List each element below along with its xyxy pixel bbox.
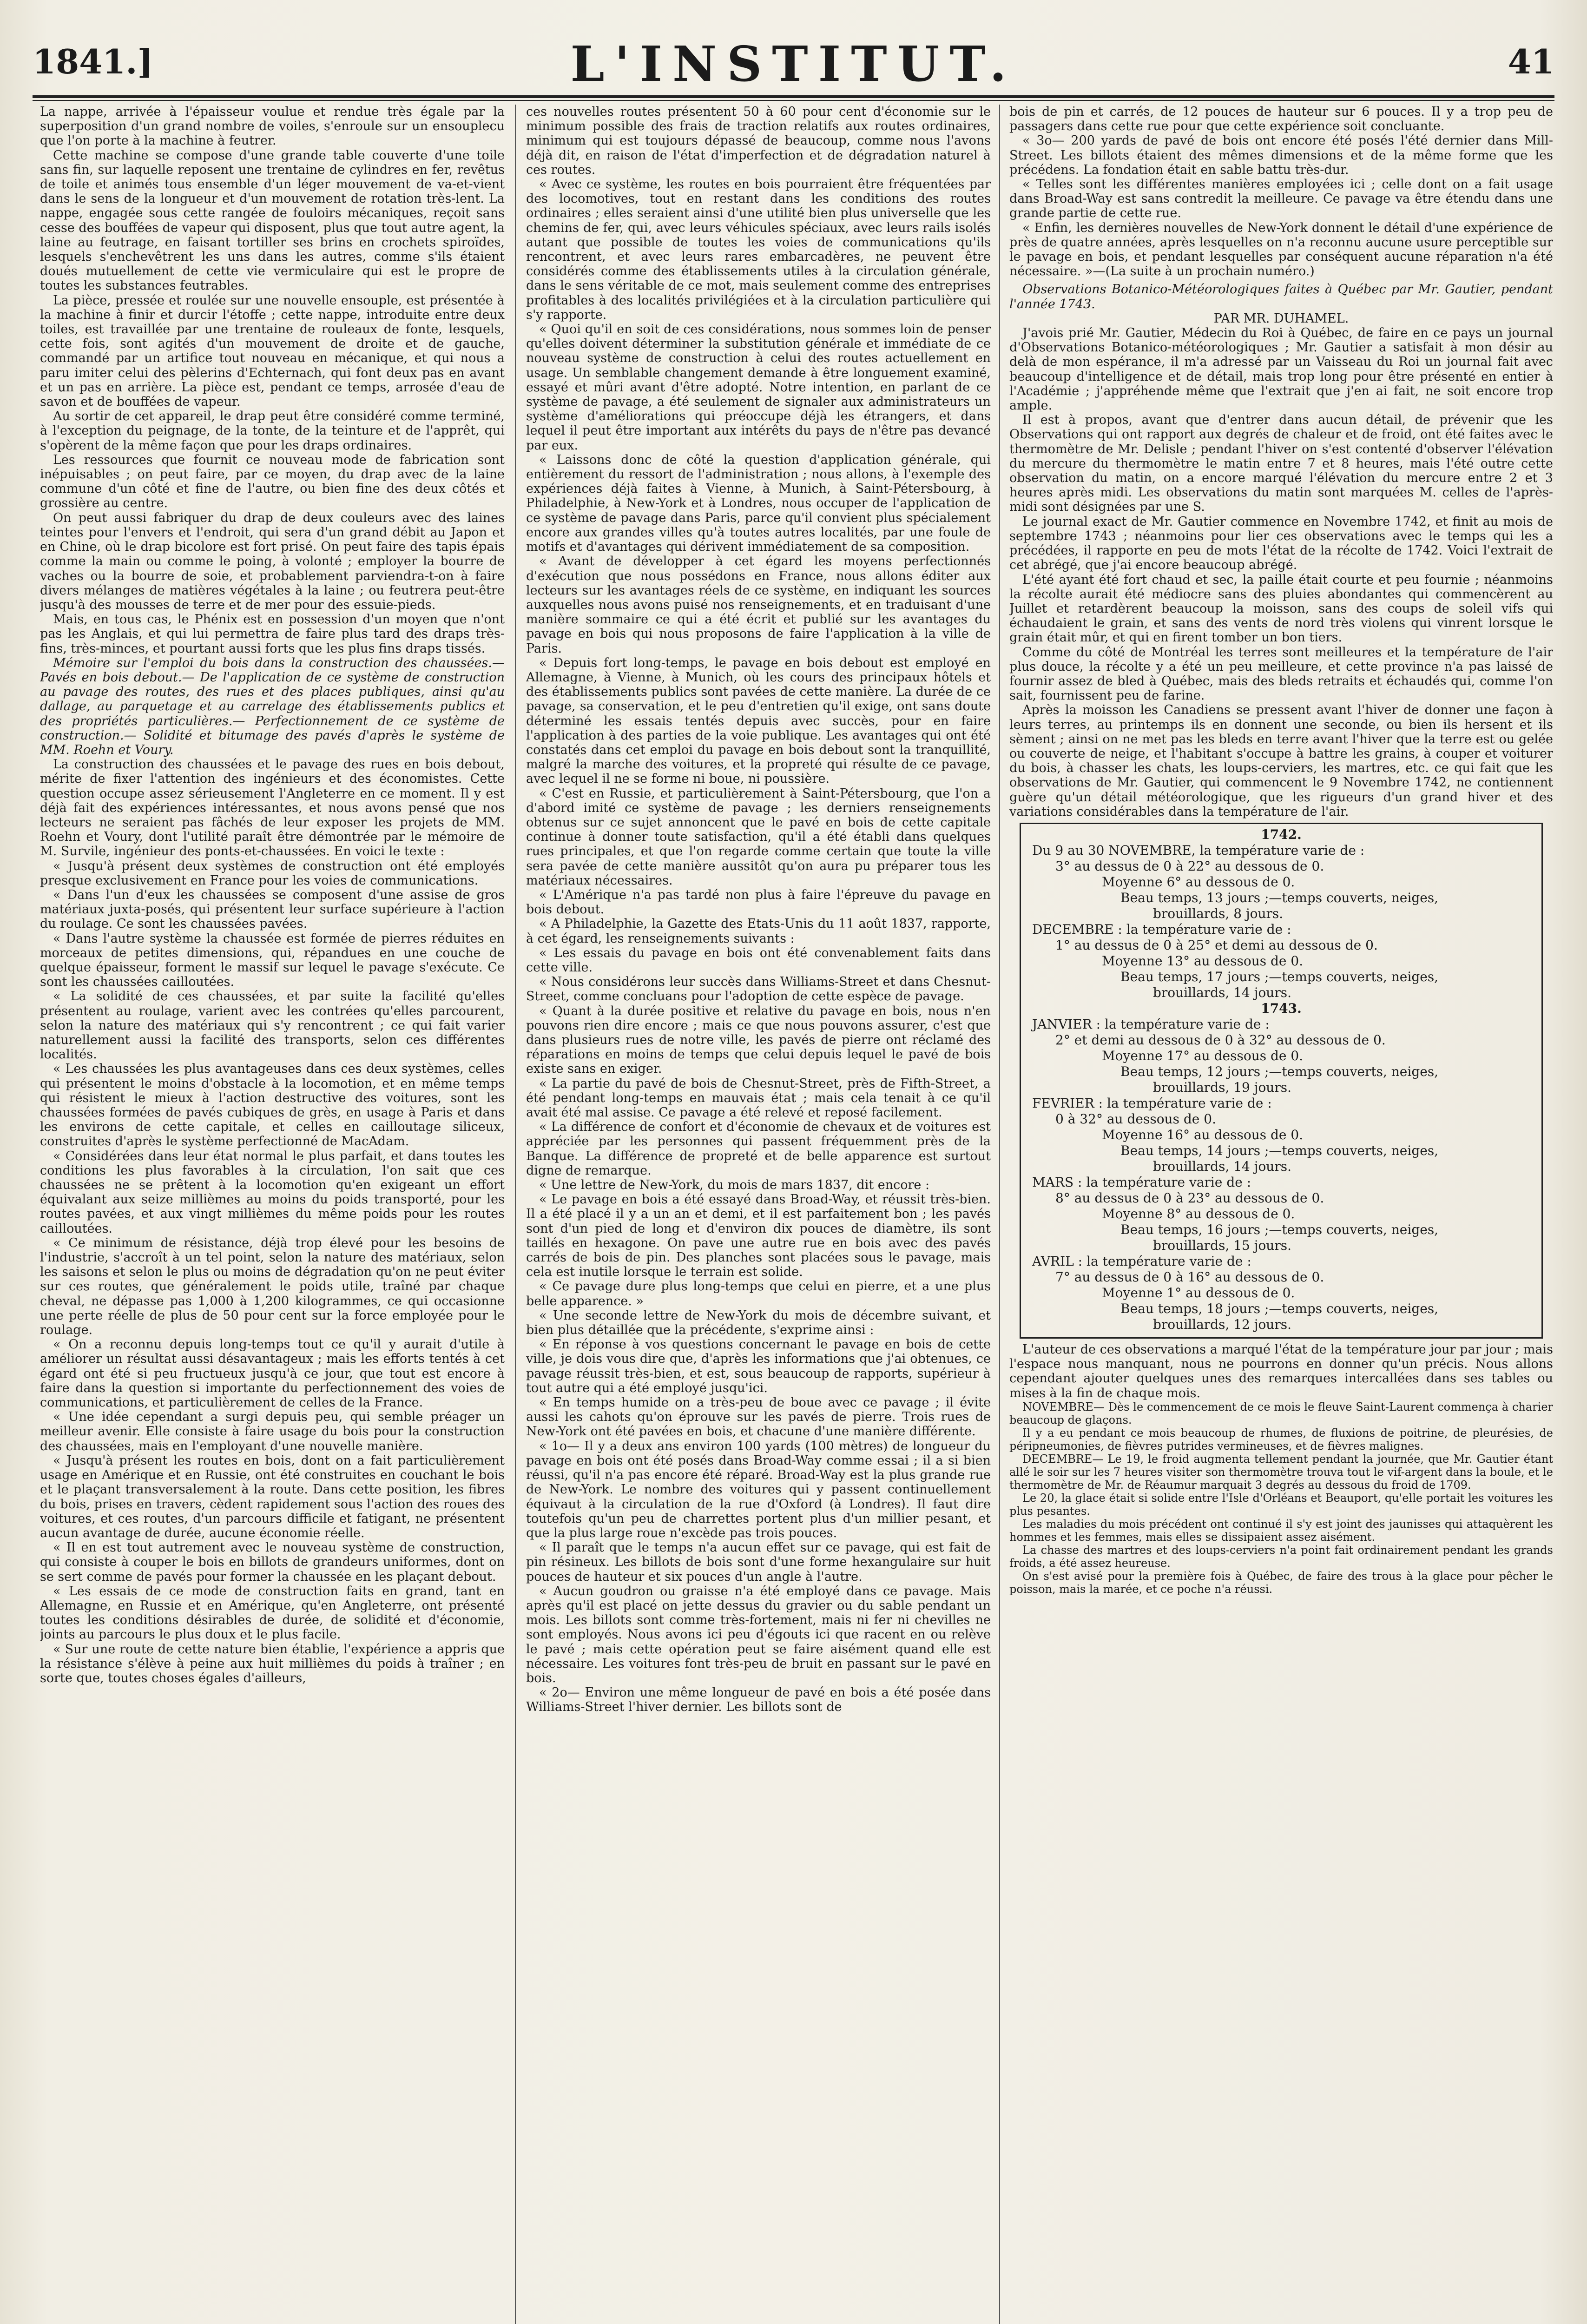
paragraph: Cette machine se compose d'une grande table couverte d'une toile sans fin, sur laquelle reposent une trentaine de cylindres en fer, revêtus de toile et animés tous ensemble d'un léger mouvement de va-et-vient dans le sens de la longueur et d'un mouvement de rotation très-lent. La nappe, engagée sous cette rangée de fouloirs mécaniques, reçoit sans cesse des bouffées de vapeur qui disposent, plus que tout autre agent, la laine au feutrage, en faisant tortiller ses brins en crochets spiroïdes, lesquels s'enchevêtrent les uns dans les autres, comme s'ils étaient doués mutuellement de cette vie vermiculaire qui est le propre de toutes les substances feutrables. bbox=[40, 148, 505, 293]
paragraph: « Une lettre de New-York, du mois de mars 1837, dit encore : bbox=[539, 1178, 930, 1193]
paragraph: « On a reconnu depuis long-temps tout ce qu'il y aurait d'utile à améliorer un résultat aussi désavantageux ; mais les efforts tentés à cet égard ont été si peu fructueux jusqu'à ce jour, que tout est encore à faire dans la question si importante du perfectionnement des voies de communications, et particulièrement de celles de la France. bbox=[40, 1337, 505, 1410]
paragraph: « Avec ce système, les routes en bois pourraient être fréquentées par des locomotives, tout en restant dans les conditions des routes ordinaires ; elles seraient ainsi d'une utilité bien plus universelle que les chemins de fer, qui, avec leurs véhicules spéciaux, avec leurs rails isolés autant que possible de toutes les voies de communications qu'ils rencontrent, et avec leurs rares embarcadères, ne peuvent être considérés comme des établissements utiles à la circulation générale, dans le sens véritable de ce mot, mais seulement comme des entreprises profitables à des localités privilégiées et à la circulation particulière qui s'y rapporte. bbox=[526, 177, 991, 322]
column-divider bbox=[999, 105, 1000, 2324]
month-note: NOVEMBRE— Dès le commencement de ce mois le fleuve Saint-Laurent commença à charier beaucoup de glaçons. bbox=[1009, 1400, 1553, 1426]
weather-summary: Beau temps, 14 jours ;—temps couverts, neiges, bbox=[1120, 1142, 1439, 1158]
weather-summary: Beau temps, 13 jours ;—temps couverts, neiges, bbox=[1120, 890, 1439, 905]
paragraph: Les ressources que fournit ce nouveau mode de fabrication sont inépuisables ; on peut faire, par ce moyen, du drap avec de la laine commune d'un côté et fine de l'autre, ou bien fine des deux côtés et grossière au centre. bbox=[40, 452, 505, 511]
temperature-range: 7° au dessus de 0 à 16° au dessous de 0. bbox=[1055, 1269, 1324, 1285]
paragraph: ces nouvelles routes présentent 50 à 60 pour cent d'économie sur le minimum possible des frais de traction relatifs aux routes ordinaires, minimum qui est toujours dépassé de beaucoup, comme nous l'avons déjà dit, en raison de l'état d'imperfection et de dégradation naturel à ces routes. bbox=[526, 105, 991, 177]
paragraph: « A Philadelphie, la Gazette des Etats-Unis du 11 août 1837, rapporte, à cet égard, les renseignements suivants : bbox=[526, 917, 991, 946]
weather-summary: Beau temps, 17 jours ;—temps couverts, neiges, bbox=[1120, 969, 1439, 984]
month-heading: FEVRIER : la température varie de : bbox=[1032, 1095, 1272, 1111]
paragraph: Au sortir de cet appareil, le drap peut être considéré comme terminé, à l'exception du peignage, de la tonte, de la teinture et de l'apprêt, qui s'opèrent de la même façon que pour les draps ordinaires. bbox=[40, 409, 505, 453]
weather-summary: Beau temps, 16 jours ;—temps couverts, neiges, bbox=[1120, 1221, 1439, 1237]
header-year: 1841.] bbox=[33, 42, 153, 81]
weather-summary: brouillards, 12 jours. bbox=[1153, 1316, 1291, 1332]
month-note: Le 20, la glace était si solide entre l'Isle d'Orléans et Beauport, qu'elle portait les voitures les plus pesantes. bbox=[1009, 1491, 1553, 1518]
paragraph: « C'est en Russie, et particulièrement à Saint-Pétersbourg, que l'on a d'abord imité ce système de pavage ; les derniers renseignements obtenus sur ce sujet annoncent que le pavé en bois de cette capitale continue à donner toute satisfaction, qu'il a été établi dans quelques rues principales, et que l'on regarde comme certain que toute la ville sera pavée de cette manière aussitôt qu'on aura pu préparer tous les matériaux nécessaires. bbox=[526, 786, 991, 888]
paragraph: « 3o— 200 yards de pavé de bois ont encore été posés l'été dernier dans Mill-Street. Les billots étaient des mêmes dimensions et de la même forme que les précédens. La fondation était en sable battu très-dur. bbox=[1009, 133, 1553, 177]
article-byline: PAR MR. DUHAMEL. bbox=[1213, 311, 1349, 326]
paragraph: « Jusqu'à présent les routes en bois, dont on a fait particulièrement usage en Amérique et en Russie, ont été construites en couchant le bois et le plaçant transversalement à la route. Dans cette position, les fibres du bois, prises en travers, cèdent rapidement sous l'action des roues des voitures, et ces routes, d'un parcours difficile et fatigant, ne présentent aucun avantage de durée, aucune économie réelle. bbox=[40, 1453, 505, 1540]
paragraph: « La solidité de ces chaussées, et par suite la facilité qu'elles présentent au roulage, varient avec les contrées qu'elles parcourent, selon la nature des matériaux qui s'y rencontrent ; ce qui fait varier naturellement aussi la facilité des transports, selon ces différentes localités. bbox=[40, 989, 505, 1062]
temperature-average: Moyenne 13° au dessous de 0. bbox=[1102, 953, 1304, 969]
paragraph: bois de pin et carrés, de 12 pouces de hauteur sur 6 pouces. Il y a trop peu de passagers dans cette rue pour que cette expérience soit concluante. bbox=[1009, 105, 1553, 134]
paragraph: « Les chaussées les plus avantageuses dans ces deux systèmes, celles qui présentent le moins d'obstacle à la locomotion, et en même temps qui résistent le mieux à l'action destructive des voitures, sont les chaussées formées de pavés cubiques de grès, en usage à Paris et dans les environs de cette capitale, et celles en cailloutage siliceux, construites d'après le système perfectionné de MacAdam. bbox=[40, 1062, 505, 1149]
temperature-range: 3° au dessus de 0 à 22° au dessous de 0. bbox=[1055, 858, 1324, 874]
weather-summary: brouillards, 14 jours. bbox=[1153, 984, 1291, 1000]
header-rule bbox=[33, 95, 1554, 98]
temperature-range: 1° au dessus de 0 à 25° et demi au dessous de 0. bbox=[1055, 937, 1378, 953]
paragraph: « L'Amérique n'a pas tardé non plus à faire l'épreuve du pavage en bois debout. bbox=[526, 887, 991, 917]
month-heading: MARS : la température varie de : bbox=[1032, 1174, 1251, 1190]
paragraph: « Une idée cependant a surgi depuis peu, qui semble préager un meilleur avenir. Elle consiste à faire usage du bois pour la construction des chaussées, mais en l'employant d'une nouvelle manière. bbox=[40, 1410, 505, 1453]
page-header bbox=[33, 33, 1554, 102]
paragraph: La pièce, pressée et roulée sur une nouvelle ensouple, est présentée à la machine à finir et durcir l'étoffe ; cette nappe, introduite entre deux toiles, est travaillée par une trentaine de rouleaux de fonte, lesquels, cette fois, sont agités d'un mouvement de droite et de gauche, commandé par un artifice tout nouveau en mécanique, et qui nous a paru imiter celui des pèlerins d'Echternach, qui font deux pas en avant et un pas en arrière. La pièce est, pendant ce temps, arrosée d'eau de savon et de bouffées de vapeur. bbox=[40, 293, 505, 409]
paragraph: « 1o— Il y a deux ans environ 100 yards (100 mètres) de longueur du pavage en bois ont été posés dans Broad-Way comme essai ; il a si bien réussi, qu'il n'a pas encore été réparé. Broad-Way est la plus grande rue de New-York. Le nombre des voitures qui y passent continuellement équivaut à la circulation de la rue d'Oxford (à Londres). Il faut dire toutefois qu'un peu de charrettes portent plus d'un millier pesant, et que la plus large roue n'excède pas trois pouces. bbox=[526, 1439, 991, 1540]
paragraph: « Une seconde lettre de New-York du mois de décembre suivant, et bien plus détaillée que la précédente, s'exprime ainsi : bbox=[526, 1308, 991, 1338]
temperature-average: Moyenne 16° au dessous de 0. bbox=[1102, 1127, 1304, 1142]
weather-summary: brouillards, 14 jours. bbox=[1153, 1158, 1291, 1174]
weather-summary: Beau temps, 18 jours ;—temps couverts, neiges, bbox=[1120, 1301, 1439, 1316]
paragraph: Le journal exact de Mr. Gautier commence en Novembre 1742, et finit au mois de septembre 1743 ; néanmoins pour lier ces observations avec le temps qui les a précédées, il rapporte en peu de mots l'état de la récolte de 1742. Voici l'extrait de cet abrégé, que j'ai encore beaucoup abrégé. bbox=[1009, 514, 1553, 573]
weather-summary: Beau temps, 12 jours ;—temps couverts, neiges, bbox=[1120, 1063, 1439, 1079]
paragraph: « Aucun goudron ou graisse n'a été employé dans ce pavage. Mais après qu'il est placé on jette dessus du gravier ou du sable pendant un mois. Les billots sont comme très-fortement, mais ni fer ni chevilles ne sont employés. Nous avons ici peu d'égouts ici que racent en ou relève le pavé ; mais cette opération peut se faire aisément quand elle est nécessaire. Les voitures font très-peu de bruit en passant sur le pavé en bois. bbox=[526, 1584, 991, 1685]
column-2 bbox=[526, 105, 991, 2324]
month-note: La chasse des martres et des loups-cerviers n'a point fait ordinairement pendant les grands froids, a été assez heureuse. bbox=[1009, 1543, 1553, 1570]
paragraph: « Laissons donc de côté la question d'application générale, qui entièrement du ressort de l'administration ; nous allons, à l'exemple des expériences déjà faites à Vienne, à Munich, à Saint-Pétersbourg, à Philadelphie, à New-York et à Londres, nous occuper de l'application de ce système de pavage dans Paris, parce qu'il convient plus spécialement encore aux grandes villes qu'à toutes autres localités, par une foule de motifs et d'avantages qui dérivent immédiatement de sa composition. bbox=[526, 452, 991, 555]
paragraph: Après la moisson les Canadiens se pressent avant l'hiver de donner une façon à leurs terres, au printemps ils en donnent une seconde, ou bien ils hersent et ils sèment ; ainsi on ne met pas les bleds en terre avant l'hiver que la terre est ou gelée ou couverte de neige, et l'habitant s'occupe à battre les grains, à couper et voiturer du bois, à chasser les chats, les loups-cerviers, les martres, etc. ce qui fait que les observations de Mr. Gautier, qui commencent le 9 Novembre 1742, ne contiennent guère qu'un détail météorologique, que les rigueurs d'un grand hiver et des variations considérables dans la température de l'air. bbox=[1009, 703, 1553, 819]
paragraph: « Avant de développer à cet égard les moyens perfectionnés d'exécution que nous possédons en France, nous allons éditer aux lecteurs sur les avantages réels de ce système, en indiquant les sources auxquelles nous avons puisé nos renseignements, et en traduisant d'une manière sommaire ce qui a été écrit et publié sur les avantages du pavage en bois qui nous proposons de faire l'application à la ville de Paris. bbox=[526, 554, 991, 656]
paragraph: « Quoi qu'il en soit de ces considérations, nous sommes loin de penser qu'elles doivent déterminer la substitution générale et immédiate de ce nouveau système de construction à celui des routes actuellement en usage. Un semblable changement demande à être longuement examiné, essayé et mûri avant d'être adopté. Notre intention, en parlant de ce système de pavage, a été seulement de signaler aux administrateurs un système d'améliorations qui préoccupe déjà les étrangers, et dans lequel il peut être important aux intérêts du pays de n'être pas devancé par eux. bbox=[526, 322, 991, 453]
paragraph: « Ce pavage dure plus long-temps que celui en pierre, et a une plus belle apparence. » bbox=[526, 1279, 991, 1308]
paragraph: « Il en est tout autrement avec le nouveau système de construction, qui consiste à couper le bois en billots de grandeurs uniformes, dont on se sert comme de pavés pour former la chaussée en les plaçant debout. bbox=[40, 1540, 505, 1584]
paragraph: « Les essais du pavage en bois ont été convenablement faits dans cette ville. bbox=[526, 945, 991, 975]
month-heading: JANVIER : la température varie de : bbox=[1032, 1016, 1270, 1032]
paragraph: « 2o— Environ une même longueur de pavé en bois a été posée dans Williams-Street l'hiver dernier. Les billots sont de bbox=[526, 1685, 991, 1715]
paragraph: « Quant à la durée positive et relative du pavage en bois, nous n'en pouvons rien dire encore ; mais ce que nous pouvons assurer, c'est que dans plusieurs rues de notre ville, les pavés de pierre ont réclamé des réparations en moins de temps que celui depuis lequel le pavé de bois existe sans en exiger. bbox=[526, 1004, 991, 1076]
article-heading: Observations Botanico-Météorologiques faites à Québec par Mr. Gautier, pendant l'année 1743. bbox=[1009, 282, 1553, 311]
temperature-average: Moyenne 17° au dessous de 0. bbox=[1102, 1048, 1304, 1063]
paragraph: « Le pavage en bois a été essayé dans Broad-Way, et réussit très-bien. Il a été placé il y a un an et demi, et il est parfaitement bon ; les pavés sont d'un pied de long et d'environ dix pouces de diamètre, ils sont taillés en hexagone. On pave une autre rue en bois avec des pavés carrés de bois de pin. Des planches sont placées sous le pavage, mais cela est inutile lorsque le terrain est solide. bbox=[526, 1192, 991, 1280]
article-heading: Mémoire sur l'emploi du bois dans la construction des chaussées.— Pavés en bois debout.— De l'application de ce système de construction au pavage des routes, des rues et des places publiques, ainsi qu'au dallage, au parquetage et au carrelage des établissements publics et des propriétés particulières.— Perfectionnement de ce système de construction.— Solidité et bitumage des pavés d'après le système de MM. Roehn et Voury. bbox=[40, 655, 505, 757]
paragraph: On peut aussi fabriquer du drap de deux couleurs avec des laines teintes pour l'envers et l'endroit, qui sera d'un grand débit au Japon et en Chine, où le drap bicolore est fort prisé. On peut faire des tapis épais comme la main ou comme le poing, à volonté ; employer la bourre de vaches ou la bourre de soie, et probablement parviendra-t-on à faire divers mélanges de matières végétales à la laine ; ou feutrera peut-être jusqu'à des mousses de terre et de mer pour des essuie-pieds. bbox=[40, 510, 505, 612]
page-number: 41 bbox=[1508, 42, 1554, 81]
month-note: DECEMBRE— Le 19, le froid augmenta tellement pendant la journée, que Mr. Gautier étant allé le soir sur les 7 heures visiter son thermomètre trouva tout le vif-argent dans la boule, et le thermomètre de Mr. de Réaumur marquait 3 degrés au dessous du froid de 1709. bbox=[1009, 1452, 1553, 1492]
temperature-range: 0 à 32° au dessous de 0. bbox=[1055, 1111, 1216, 1127]
weather-summary: brouillards, 8 jours. bbox=[1153, 905, 1284, 921]
paragraph: Mais, en tous cas, le Phénix est en possession d'un moyen que n'ont pas les Anglais, et qui lui permettra de faire plus tard des draps très-fins, très-minces, et pourtant aussi forts que les plus fins draps tissés. bbox=[40, 612, 505, 656]
temperature-average: Moyenne 1° au dessous de 0. bbox=[1102, 1285, 1295, 1301]
weather-summary: brouillards, 15 jours. bbox=[1153, 1237, 1291, 1253]
paragraph: Il est à propos, avant que d'entrer dans aucun détail, de prévenir que les Observations qui ont rapport aux degrés de chaleur et de froid, ont été faites avec le thermomètre de Mr. Delisle ; pendant l'hiver on s'est contenté d'observer l'élévation du mercure du thermomètre le matin entre 7 et 8 heures, mais l'été outre cette observation du matin, on a encore marqué l'élévation du mercure entre 2 et 3 heures après midi. Les observations du matin sont marquées M. celles de l'après-midi sont désignées par une S. bbox=[1009, 413, 1553, 515]
paragraph: « Ce minimum de résistance, déjà trop élevé pour les besoins de l'industrie, s'accroît à un tel point, selon la nature des matériaux, selon les saisons et selon le plus ou moins de dégradation qu'on ne peut éviter sur ces routes, que généralement le poids utile, traîné par chaque cheval, ne dépasse pas 1,000 à 1,200 kilogrammes, ce qui occasionne une perte réelle de plus de 50 pour cent sur la force employée pour le roulage. bbox=[40, 1235, 505, 1338]
paragraph: « Considérées dans leur état normal le plus parfait, et dans toutes les conditions les plus favorables à la circulation, l'on sait que ces chaussées ne se prêtent à la locomotion qu'en exigeant un effort équivalant aux seize millièmes au moins du poids transporté, pour les routes pavées, et aux vingt millièmes du même poids pour les routes cailloutées. bbox=[40, 1149, 505, 1236]
paragraph: « En temps humide on a très-peu de boue avec ce pavage ; il évite aussi les cahots qu'on éprouve sur les pavés de pierre. Trois rues de New-York ont été pavées en bois, et chacune d'une manière différente. bbox=[526, 1395, 991, 1439]
paragraph: « Telles sont les différentes manières employées ici ; celle dont on a fait usage dans Broad-Way est sans contredit la meilleure. Ce pavage va être étendu dans une grande partie de cette rue. bbox=[1009, 177, 1553, 221]
paragraph: « Dans l'autre système la chaussée est formée de pierres réduites en morceaux de petites dimensions, qui, répandues en une couche de quelque épaisseur, forment le massif sur lequel le pavage s'exécute. Ce sont les chaussées cailloutées. bbox=[40, 931, 505, 990]
month-note: On s'est avisé pour la première fois à Québec, de faire des trous à la glace pour pêcher le poisson, mais la marée, et ce poche n'a réussi. bbox=[1009, 1569, 1553, 1596]
table-year: 1743. bbox=[1261, 1000, 1302, 1016]
paragraph: « Sur une route de cette nature bien établie, l'expérience a appris que la résistance s'élève à peine aux huit millièmes du poids à traîner ; en sorte que, toutes choses égales d'ailleurs, bbox=[40, 1642, 505, 1685]
month-note: Les maladies du mois précédent ont continué il s'y est joint des jaunisses qui attaquèrent les hommes et les femmes, mais elles se dissipaient assez aisément. bbox=[1009, 1517, 1553, 1544]
paragraph: « La partie du pavé de bois de Chesnut-Street, près de Fifth-Street, a été pendant long-temps en mauvais état ; mais cela tenait à ce qu'il avait été mal assise. Ce pavage a été relevé et reposé facilement. bbox=[526, 1076, 991, 1120]
month-heading: DECEMBRE : la température varie de : bbox=[1032, 921, 1291, 937]
month-heading: Du 9 au 30 NOVEMBRE, la température varie de : bbox=[1032, 842, 1365, 858]
paragraph: « La différence de confort et d'économie de chevaux et de voitures est appréciée par les personnes qui passent fréquemment près de la Banque. La différence de propreté et de belle apparence est surtout digne de remarque. bbox=[526, 1120, 991, 1178]
paragraph: J'avois prié Mr. Gautier, Médecin du Roi à Québec, de faire en ce pays un journal d'Observations Botanico-météorologiques ; Mr. Gautier a satisfait à mon désir au delà de mon espérance, il m'a adressé par un Vaisseau du Roi un journal fait avec beaucoup d'intelligence et de détail, mais trop long pour être présenté en entier à l'Académie ; j'appréhende même que l'extrait que j'en ai fait, ne soit encore trop ample. bbox=[1009, 326, 1553, 413]
paragraph: « Nous considérons leur succès dans Williams-Street et dans Chesnut-Street, comme concluans pour l'adoption de cette espèce de pavage. bbox=[526, 975, 991, 1004]
paragraph: « Enfin, les dernières nouvelles de New-York donnent le détail d'une expérience de près de quatre années, après lesquelles on n'a reconnu aucune usure perceptible sur le pavage en bois, et pendant lesquelles par conséquent aucune réparation n'a été nécessaire. »—(La suite à un prochain numéro.) bbox=[1009, 220, 1553, 279]
column-divider bbox=[515, 105, 516, 2324]
column-3 bbox=[1009, 105, 1553, 2324]
meteorological-table bbox=[1020, 823, 1543, 1339]
column-1 bbox=[40, 105, 505, 2324]
month-note: Il y a eu pendant ce mois beaucoup de rhumes, de fluxions de poitrine, de pleurésies, de péripneumonies, de fièvres putrides vermineuses, et de fièvres malignes. bbox=[1009, 1426, 1553, 1452]
paragraph: « Jusqu'à présent deux systèmes de construction ont été employés presque exclusivement en France pour les voies de communications. bbox=[40, 858, 505, 888]
temperature-average: Moyenne 8° au dessous de 0. bbox=[1102, 1206, 1295, 1221]
table-year: 1742. bbox=[1261, 826, 1302, 842]
paragraph: Comme du côté de Montréal les terres sont meilleures et la température de l'air plus douce, la récolte y a été un peu meilleure, et cette province n'a pas laissé de fournir assez de bled à Québec, mais des bleds retraits et échaudés qui, comme l'on sait, fournissent peu de farine. bbox=[1009, 645, 1553, 703]
paragraph: « Depuis fort long-temps, le pavage en bois debout est employé en Allemagne, à Vienne, à Munich, où les cours des principaux hôtels et des établissements publics sont pavées de cette manière. La durée de ce pavage, sa conservation, et le peu d'entretien qu'il exige, ont sans doute déterminé les essais tentés depuis avec succès, pour en faire l'application à des parties de la voie publique. Les avantages qui ont été constatés dans cet emploi du pavage en bois debout sont la tranquillité, malgré la marche des voitures, et la propreté qui résulte de ce pavage, avec lequel il ne se forme ni boue, ni poussière. bbox=[526, 655, 991, 786]
paragraph: L'été ayant été fort chaud et sec, la paille était courte et peu fournie ; néanmoins la récolte aurait été médiocre sans des pluies abondantes qui commencèrent au Juillet et retardèrent beaucoup la moisson, sans des coups de soleil vifs qui échaudaient le grain, et sans des vents de nord très violens qui vinrent lorsque le grain était mûr, et qui en firent tomber un bon tiers. bbox=[1009, 572, 1553, 645]
paragraph: « Les essais de ce mode de construction faits en grand, tant en Allemagne, en Russie et en Amérique, qu'en Angleterre, ont présenté toutes les conditions désirables de durée, de solidité et d'économie, joints au parcours le plus doux et le plus facile. bbox=[40, 1584, 505, 1642]
month-heading: AVRIL : la température varie de : bbox=[1032, 1253, 1251, 1269]
paragraph: « En réponse à vos questions concernant le pavage en bois de cette ville, je dois vous dire que, d'après les informations que j'ai obtenues, ce pavage réussit très-bien, et est, sous beaucoup de rapports, supérieur à tout autre qui a été employé jusqu'ici. bbox=[526, 1337, 991, 1395]
paragraph: La nappe, arrivée à l'épaisseur voulue et rendue très égale par la superposition d'un grand nombre de voiles, s'enroule sur un ensouplecu que l'on porte à la machine à feutrer. bbox=[40, 105, 505, 148]
temperature-average: Moyenne 6° au dessous de 0. bbox=[1102, 874, 1295, 890]
paragraph: « Dans l'un d'eux les chaussées se composent d'une assise de gros matériaux juxta-posés, qui présentent leur surface supérieure à l'action du roulage. Ce sont les chaussées pavées. bbox=[40, 887, 505, 931]
paragraph: L'auteur de ces observations a marqué l'état de la température jour par jour ; mais l'espace nous manquant, nous ne pourrons en donner qu'un précis. Nous allons cependant ajouter quelques unes des remarques intercallées dans ses tables ou mises à la fin de chaque mois. bbox=[1009, 1342, 1553, 1400]
weather-summary: brouillards, 19 jours. bbox=[1153, 1079, 1291, 1095]
header-rule-thin bbox=[33, 100, 1554, 101]
temperature-range: 2° et demi au dessous de 0 à 32° au dessous de 0. bbox=[1055, 1032, 1386, 1048]
temperature-range: 8° au dessus de 0 à 23° au dessous de 0. bbox=[1055, 1190, 1324, 1206]
paragraph: « Il paraît que le temps n'a aucun effet sur ce pavage, qui est fait de pin résineux. Les billots de bois sont d'une forme hexangulaire sur huit pouces de hauteur et six pouces d'un angle à l'autre. bbox=[526, 1540, 991, 1584]
paragraph: La construction des chaussées et le pavage des rues en bois debout, mérite de fixer l'attention des ingénieurs et des économistes. Cette question occupe assez sérieusement l'Angleterre en ce moment. Il y est déjà fait des expériences intéressantes, et nous avons pensé que nos lecteurs ne seraient pas fâchés de leur exposer les projets de MM. Roehn et Voury, dont l'utilité paraît être démontrée par le mémoire de M. Survile, ingénieur des ponts-et-chaussées. En voici le texte : bbox=[40, 757, 505, 859]
journal-title: L'INSTITUT. bbox=[570, 35, 1017, 92]
